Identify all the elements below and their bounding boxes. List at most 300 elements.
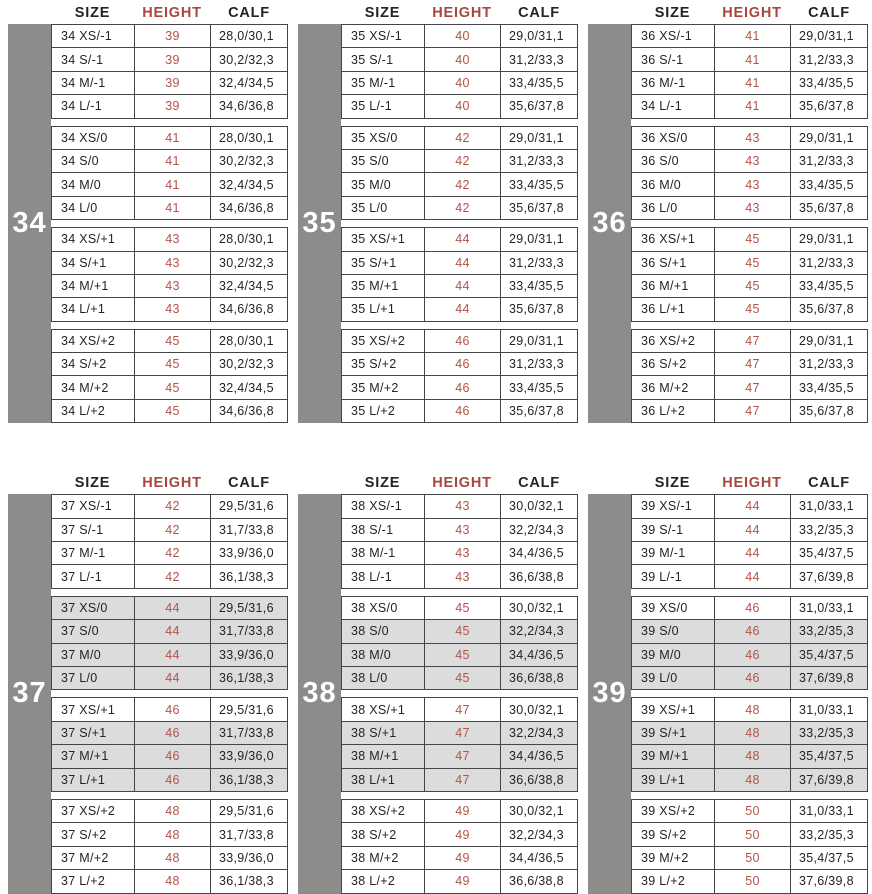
size-cell: 35 XS/+2 [342,330,425,352]
table-row [342,25,577,47]
table-body [298,494,578,893]
table-row [342,352,577,375]
size-table [588,2,868,423]
height-cell: 39 [135,25,211,47]
height-cell: 42 [425,150,501,172]
row-block [341,329,578,424]
calf-cell: 29,5/31,6 [219,702,274,717]
calf-cell: 31,2/33,3 [509,52,564,67]
calf-cell: 35,6/37,8 [799,200,854,215]
size-cell: 39 L/+1 [632,769,715,791]
height-cell: 46 [425,400,501,422]
height-cell: 45 [425,667,501,689]
size-cell: 39 S/-1 [632,519,715,541]
size-cell: 39 S/0 [632,620,715,642]
table-row [632,744,867,767]
height-cell: 45 [425,597,501,619]
table-row [52,597,287,619]
table-row [342,149,577,172]
size-cell: 34 M/+2 [52,376,135,398]
size-cell: 37 M/+1 [52,745,135,767]
calf-cell: 31,0/33,1 [799,601,854,615]
table-row [342,399,577,422]
calf-cell: 34,6/36,8 [219,302,274,317]
size-cell: 38 L/+1 [342,769,425,791]
calf-cell: 34,4/36,5 [509,749,564,764]
calf-cell: 33,4/35,5 [799,279,854,294]
table-row [342,375,577,398]
calf-column-header: CALF [808,475,850,492]
calf-cell: 32,2/34,3 [509,725,564,740]
size-cell: 39 M/+2 [632,847,715,869]
size-cell: 36 XS/0 [632,127,715,149]
row-block [631,227,868,322]
height-column-header: HEIGHT [432,5,492,21]
height-cell: 41 [135,127,211,149]
table-label: 35 [298,24,341,423]
calf-cell: 29,0/31,1 [799,29,854,44]
calf-cell: 34,6/36,8 [219,404,274,419]
height-column-header: HEIGHT [432,475,492,492]
size-table [298,2,578,423]
calf-cell: 35,6/37,8 [509,200,564,215]
height-cell: 43 [715,173,791,195]
table-row [632,643,867,666]
calf-cell: 31,2/33,3 [509,357,564,372]
size-cell: 36 M/-1 [632,72,715,94]
calf-cell: 31,7/33,8 [219,624,274,639]
calf-cell: 33,9/36,0 [219,546,274,561]
size-cell: 39 L/-1 [632,565,715,587]
size-cell: 37 M/-1 [52,542,135,564]
height-cell: 45 [135,353,211,375]
row-block [631,24,868,119]
calf-cell: 33,4/35,5 [799,177,854,192]
height-cell: 43 [425,542,501,564]
table-row [342,869,577,892]
size-cell: 37 S/+2 [52,823,135,845]
size-cell: 38 M/+2 [342,847,425,869]
row-block [341,227,578,322]
height-cell: 45 [715,252,791,274]
size-cell: 37 L/+2 [52,870,135,892]
table-label: 37 [8,494,51,893]
table-row [632,25,867,47]
size-cell: 39 XS/+1 [632,698,715,720]
row-block [631,329,868,424]
size-cell: 35 S/0 [342,150,425,172]
height-cell: 44 [425,275,501,297]
height-cell: 48 [715,769,791,791]
size-cell: 36 S/-1 [632,48,715,70]
height-cell: 45 [425,644,501,666]
column-headers [631,472,868,494]
height-cell: 43 [135,298,211,320]
table-row [52,149,287,172]
calf-cell: 36,6/38,8 [509,569,564,584]
table-row [52,47,287,70]
row-block [51,596,288,691]
row-block [341,126,578,221]
calf-cell: 31,2/33,3 [509,154,564,169]
calf-cell: 34,6/36,8 [219,200,274,215]
size-cell: 37 S/-1 [52,519,135,541]
calf-cell: 30,2/32,3 [219,154,274,169]
table-row [632,666,867,689]
table-row [52,375,287,398]
calf-column-header: CALF [518,5,560,21]
height-cell: 41 [135,173,211,195]
table-row [632,47,867,70]
calf-cell: 35,4/37,5 [799,546,854,561]
table-row [632,330,867,352]
row-block [341,799,578,894]
size-cell: 38 XS/-1 [342,495,425,517]
calf-cell: 31,0/33,1 [799,702,854,717]
calf-column-header: CALF [228,475,270,492]
size-column-header: SIZE [364,475,401,492]
row-block [51,227,288,322]
calf-cell: 33,4/35,5 [799,380,854,395]
calf-cell: 31,2/33,3 [509,255,564,270]
size-cell: 34 L/-1 [632,95,715,117]
height-cell: 44 [425,228,501,250]
height-cell: 43 [425,565,501,587]
table-body [298,24,578,423]
height-cell: 49 [425,847,501,869]
size-cell: 37 XS/-1 [52,495,135,517]
height-cell: 50 [715,870,791,892]
height-cell: 39 [135,72,211,94]
size-cell: 38 XS/+2 [342,800,425,822]
size-cell: 34 L/0 [52,197,135,219]
table-row [52,127,287,149]
row-block [341,24,578,119]
table-row [632,149,867,172]
height-cell: 44 [715,565,791,587]
size-cell: 37 S/0 [52,620,135,642]
size-cell: 37 S/+1 [52,722,135,744]
calf-cell: 28,0/30,1 [219,333,274,348]
column-headers [341,2,578,24]
height-cell: 40 [425,48,501,70]
table-row [632,721,867,744]
row-block [51,24,288,119]
size-cell: 37 XS/+2 [52,800,135,822]
table-row [632,274,867,297]
height-cell: 47 [715,330,791,352]
table-row [52,25,287,47]
size-cell: 38 S/+1 [342,722,425,744]
height-cell: 41 [715,95,791,117]
table-row [342,541,577,564]
calf-cell: 35,6/37,8 [509,99,564,114]
height-cell: 46 [135,769,211,791]
height-cell: 47 [715,353,791,375]
size-cell: 34 S/+2 [52,353,135,375]
size-cell: 35 L/0 [342,197,425,219]
size-cell: 37 M/0 [52,644,135,666]
size-cell: 35 XS/+1 [342,228,425,250]
height-cell: 45 [135,330,211,352]
height-cell: 46 [715,597,791,619]
height-cell: 44 [715,542,791,564]
table-row [632,127,867,149]
table-row [632,768,867,791]
height-cell: 46 [135,745,211,767]
table-row [52,518,287,541]
table-label: 38 [298,494,341,893]
size-cell: 34 M/-1 [52,72,135,94]
table-row [342,822,577,845]
size-cell: 36 XS/+1 [632,228,715,250]
height-cell: 46 [425,330,501,352]
height-cell: 44 [135,620,211,642]
table-row [342,564,577,587]
calf-cell: 32,4/34,5 [219,75,274,90]
size-cell: 37 L/0 [52,667,135,689]
table-body [8,494,288,893]
table-row [52,495,287,517]
table-row [52,71,287,94]
size-cell: 39 XS/0 [632,597,715,619]
height-cell: 41 [715,48,791,70]
table-row [632,564,867,587]
column-headers [631,2,868,24]
size-cell: 39 XS/+2 [632,800,715,822]
table-row [632,228,867,250]
height-cell: 48 [135,800,211,822]
row-block [51,494,288,589]
table-row [52,541,287,564]
calf-column-header: CALF [808,5,850,21]
calf-cell: 34,4/36,5 [509,546,564,561]
table-body [8,24,288,423]
table-row [52,196,287,219]
size-cell: 38 L/-1 [342,565,425,587]
table-blocks [51,24,288,423]
table-row [342,274,577,297]
size-cell: 36 XS/+2 [632,330,715,352]
calf-cell: 36,6/38,8 [509,671,564,686]
height-cell: 39 [135,95,211,117]
size-cell: 36 M/+1 [632,275,715,297]
height-cell: 44 [715,519,791,541]
calf-cell: 36,1/38,3 [219,569,274,584]
table-row [632,352,867,375]
table-row [342,744,577,767]
table-row [52,698,287,720]
calf-cell: 32,2/34,3 [509,827,564,842]
calf-cell: 31,2/33,3 [799,357,854,372]
table-row [342,800,577,822]
calf-cell: 35,6/37,8 [799,302,854,317]
size-column-header: SIZE [74,475,111,492]
size-cell: 39 M/0 [632,644,715,666]
table-label: 36 [588,24,631,423]
table-row [632,822,867,845]
height-cell: 45 [715,228,791,250]
calf-cell: 33,4/35,5 [509,279,564,294]
calf-cell: 30,0/32,1 [509,804,564,819]
calf-cell: 35,4/37,5 [799,749,854,764]
height-cell: 50 [715,847,791,869]
column-headers [51,2,288,24]
size-cell: 39 L/+2 [632,870,715,892]
row-block [341,596,578,691]
size-cell: 37 L/+1 [52,769,135,791]
calf-cell: 33,2/35,3 [799,624,854,639]
calf-cell: 35,6/37,8 [509,302,564,317]
size-cell: 38 S/+2 [342,823,425,845]
table-row [52,846,287,869]
height-cell: 42 [135,519,211,541]
calf-cell: 32,4/34,5 [219,279,274,294]
calf-cell: 31,2/33,3 [799,154,854,169]
height-cell: 47 [425,698,501,720]
height-cell: 47 [425,769,501,791]
height-cell: 43 [715,197,791,219]
table-row [342,495,577,517]
height-cell: 48 [135,870,211,892]
table-row [632,399,867,422]
table-blocks [631,24,868,423]
size-cell: 35 M/-1 [342,72,425,94]
calf-cell: 33,2/35,3 [799,827,854,842]
table-row [342,666,577,689]
size-cell: 37 XS/0 [52,597,135,619]
size-column-header: SIZE [654,5,691,21]
table-row [342,698,577,720]
table-row [632,846,867,869]
row-block [341,697,578,792]
size-cell: 35 M/0 [342,173,425,195]
calf-cell: 28,0/30,1 [219,130,274,145]
calf-cell: 36,1/38,3 [219,772,274,787]
height-cell: 48 [135,847,211,869]
height-cell: 46 [425,353,501,375]
size-cell: 35 S/+1 [342,252,425,274]
height-cell: 49 [425,823,501,845]
calf-cell: 28,0/30,1 [219,29,274,44]
table-row [632,94,867,117]
size-cell: 39 XS/-1 [632,495,715,517]
height-column-header: HEIGHT [142,5,202,21]
table-blocks [51,494,288,893]
size-cell: 35 L/+1 [342,298,425,320]
table-row [632,597,867,619]
size-cell: 38 S/-1 [342,519,425,541]
size-table [298,472,578,893]
size-table [8,2,288,423]
calf-cell: 31,7/33,8 [219,522,274,537]
column-headers [51,472,288,494]
calf-cell: 35,4/37,5 [799,647,854,662]
size-table [8,472,288,893]
size-cell: 34 L/+1 [52,298,135,320]
size-cell: 38 M/0 [342,644,425,666]
table-row [52,822,287,845]
table-row [52,399,287,422]
height-cell: 43 [135,228,211,250]
table-row [342,196,577,219]
size-cell: 36 S/+1 [632,252,715,274]
calf-cell: 29,0/31,1 [509,232,564,247]
calf-cell: 33,2/35,3 [799,725,854,740]
height-cell: 50 [715,800,791,822]
table-row [632,541,867,564]
table-row [342,251,577,274]
calf-cell: 37,6/39,8 [799,874,854,889]
height-cell: 41 [715,25,791,47]
table-row [632,495,867,517]
calf-cell: 32,2/34,3 [509,624,564,639]
height-cell: 48 [135,823,211,845]
height-cell: 43 [425,495,501,517]
calf-cell: 31,7/33,8 [219,827,274,842]
table-body [588,494,868,893]
height-cell: 43 [135,275,211,297]
height-column-header: HEIGHT [722,5,782,21]
size-cell: 37 L/-1 [52,565,135,587]
size-cell: 38 XS/+1 [342,698,425,720]
size-cell: 35 L/+2 [342,400,425,422]
size-cell: 39 L/0 [632,667,715,689]
calf-cell: 31,0/33,1 [799,499,854,514]
height-column-header: HEIGHT [142,475,202,492]
height-cell: 47 [715,400,791,422]
row-block [631,799,868,894]
calf-cell: 31,2/33,3 [799,52,854,67]
row-block [341,494,578,589]
table-row [52,352,287,375]
height-column-header: HEIGHT [722,475,782,492]
table-row [342,619,577,642]
calf-cell: 30,2/32,3 [219,52,274,67]
size-cell: 39 M/-1 [632,542,715,564]
table-row [342,768,577,791]
height-cell: 39 [135,48,211,70]
table-row [342,127,577,149]
calf-cell: 33,9/36,0 [219,850,274,865]
table-row [342,330,577,352]
calf-cell: 33,4/35,5 [799,75,854,90]
column-headers [341,472,578,494]
calf-cell: 33,4/35,5 [509,177,564,192]
height-cell: 42 [425,197,501,219]
size-cell: 35 M/+1 [342,275,425,297]
size-cell: 38 L/+2 [342,870,425,892]
size-cell: 36 L/+2 [632,400,715,422]
row-block [51,329,288,424]
height-cell: 40 [425,25,501,47]
table-row [342,721,577,744]
table-row [52,768,287,791]
table-row [632,800,867,822]
height-cell: 49 [425,800,501,822]
table-blocks [341,494,578,893]
size-cell: 37 M/+2 [52,847,135,869]
calf-cell: 32,2/34,3 [509,522,564,537]
table-row [342,71,577,94]
size-cell: 35 S/+2 [342,353,425,375]
size-cell: 34 M/+1 [52,275,135,297]
height-cell: 46 [715,644,791,666]
height-cell: 41 [715,72,791,94]
row-block [51,799,288,894]
size-cell: 35 S/-1 [342,48,425,70]
size-cell: 35 XS/-1 [342,25,425,47]
